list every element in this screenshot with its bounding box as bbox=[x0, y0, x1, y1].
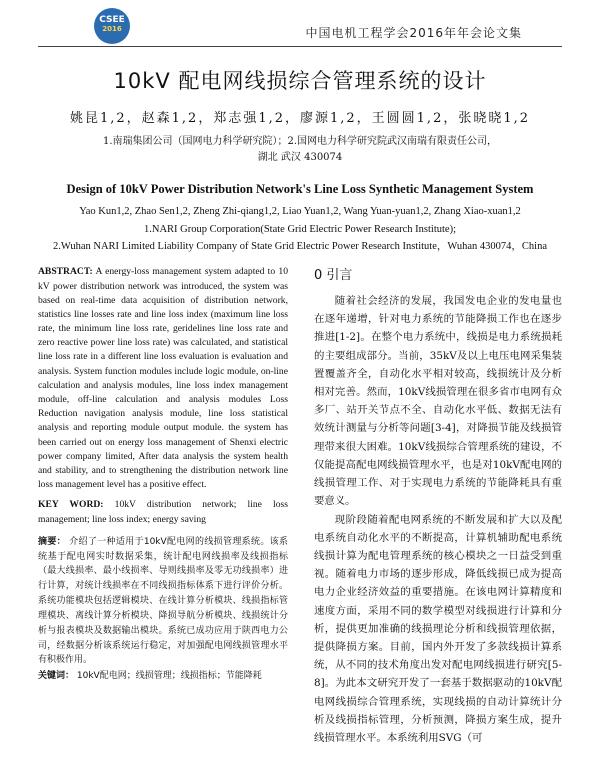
keywords-label: KEY WORD: bbox=[38, 499, 104, 511]
paper-title-cn: 10kV 配电网线损综合管理系统的设计 bbox=[113, 69, 487, 93]
authors-en: Yao Kun1,2, Zhao Sen1,2, Zheng Zhi-qiang1,2, Liao Yuan1,2, Wang Yuan-yuan1,2, Zhang Xiao-xuan1,2 bbox=[79, 206, 521, 218]
affiliation-en-2: 2.Wuhan NARI Limited Liability Company of State Grid Electric Power Research Institute，Wuhan 430074，China bbox=[52, 241, 547, 252]
keywords-en-text: 10kV distribution network; line loss management; line loss index; energy saving bbox=[38, 499, 288, 525]
abstract-column bbox=[38, 265, 288, 747]
page-header bbox=[38, 0, 562, 47]
intro-paragraph-1: 随着社会经济的发展，我国发电企业的发电量也在逐年递增，针对电力系统的节能降损工作也在逐步推进[1-2]。在整个电力系统中，线损是电力系统损耗的主要组成部分。当前，35kV及以上电压电网采集装置覆盖齐全，自动化水平相对较高，线损统计及分析相对完善。然而，10kV线损管理在很多省市电网有众多厂、站开关节点不全、自动化水平低、数据无法有效统计测量与分析等问题[3-4]，对降损节能及线损管理带来很大困难。10kV线损综合管理系统的建设，不仅能提高配电网线损管理水平，也是对10kV配电网的线损管理工作、对于实现电力系统的节能降耗具有重要意义。 bbox=[314, 295, 562, 508]
csee-logo bbox=[94, 8, 130, 44]
keywords-en bbox=[38, 498, 288, 526]
intro-paragraph-2: 现阶段随着配电网系统的不断发展和扩大以及配电系统自动化水平的不断提高，计算机辅助配电系统线损计算为配电管理系统的核心模块之一日益受到重视。随着电力市场的逐步形成，降低线损已成为提高电力企业经济效益的重要措施。在该电网计算精度和速度方面，采用不同的数学模型对线损进行计算和分析，提供更加准确的线损理论分析和线损管理依据，提供降损方案。目前，国内外开发了多款线损计算系统，从不同的技术角度出发对配电网线损进行研究[5-8]。为此本文研究开发了一套基于数据驱动的10kV配电网线损综合管理系统，实现线损的自动计算统计分析及线损指标管理，分析预测，降损方案生成，提升线损管理水平。本系统利用SVG（可 bbox=[314, 513, 562, 744]
abstract-cn-text: 介绍了一种适用于10kV配电网的线损管理系统。该系统基于配电网实时数据采集，统计配电网线损率及线损指标（最大线损率、最小线损率、导则线损率及零无功线损率）进行计算，对统计线损率在不同线损指标体系下进行评价分析。系统功能模块包括逻辑模块、在线计算分析模块、线损指标管理模块、离线计算分析模块、降损导航分析模块、线损统计分析与报表模块及数据输出模块。系统已成功应用于陕西电力公司，经数据分析该系统运行稳定，对加强配电网线损管理水平有积极作用。 bbox=[38, 536, 288, 666]
keywords-cn-label: 关键词： bbox=[38, 671, 75, 682]
keywords-cn-text: 10kV配电网；线损管理；线损指标；节能降耗 bbox=[76, 671, 262, 682]
abstract-cn bbox=[38, 535, 288, 669]
paper-title-en: Design of 10kV Power Distribution Network's Line Loss Synthetic Management System bbox=[66, 182, 534, 196]
affiliation-en-1: 1.NARI Group Corporation(State Grid Electric Power Research Institute); bbox=[143, 223, 456, 235]
logo-text: CSEE bbox=[99, 15, 125, 25]
authors-cn: 姚昆1,2，赵森1,2，郑志强1,2，廖源1,2，王圆圆1,2，张晓晓1,2 bbox=[69, 111, 531, 126]
two-column-body bbox=[38, 265, 562, 747]
keywords-cn bbox=[38, 670, 288, 683]
abstract-cn-label: 摘要： bbox=[38, 536, 66, 547]
conference-title: 中国电机工程学会2016年年会论文集 bbox=[305, 26, 522, 40]
abstract-en-text: A energy-loss management system adapted to 10 kV power distribution network was introduced, the system was based on real-time data acquisition of distribution network, statistics line losses rate and line loss index (maximum line loss rate, the minimum line loss rate, geridelines line loss rate and zero reactive power line loss rate) was calculated, and statistical line loss rate in a different line loss evaluation is evaluation and analysis. System function modules include logic module, on-line calculation and analysis modules, line loss index management module, off-line calculation and analysis modules Loss Reduction navigation analysis module, line loss statistical analysis and reporting module output module. the system has been carried out on energy loss management of Shenxi electric power company limited, After data analysis the system health and stability, and to strengthening the distribution network line loss management level has a positive effect. bbox=[38, 266, 288, 491]
logo-year: 2016 bbox=[102, 24, 122, 33]
affiliation-cn: 1.南瑞集团公司（国网电力科学研究院）；2.国网电力科学研究院武汉南瑞有限责任公司，湖北 武汉 430074 bbox=[102, 136, 498, 163]
abstract-label: ABSTRACT: bbox=[38, 266, 93, 278]
abstract-en bbox=[38, 265, 288, 492]
intro-column bbox=[314, 265, 562, 747]
section-heading: 0 引言 bbox=[314, 268, 353, 284]
